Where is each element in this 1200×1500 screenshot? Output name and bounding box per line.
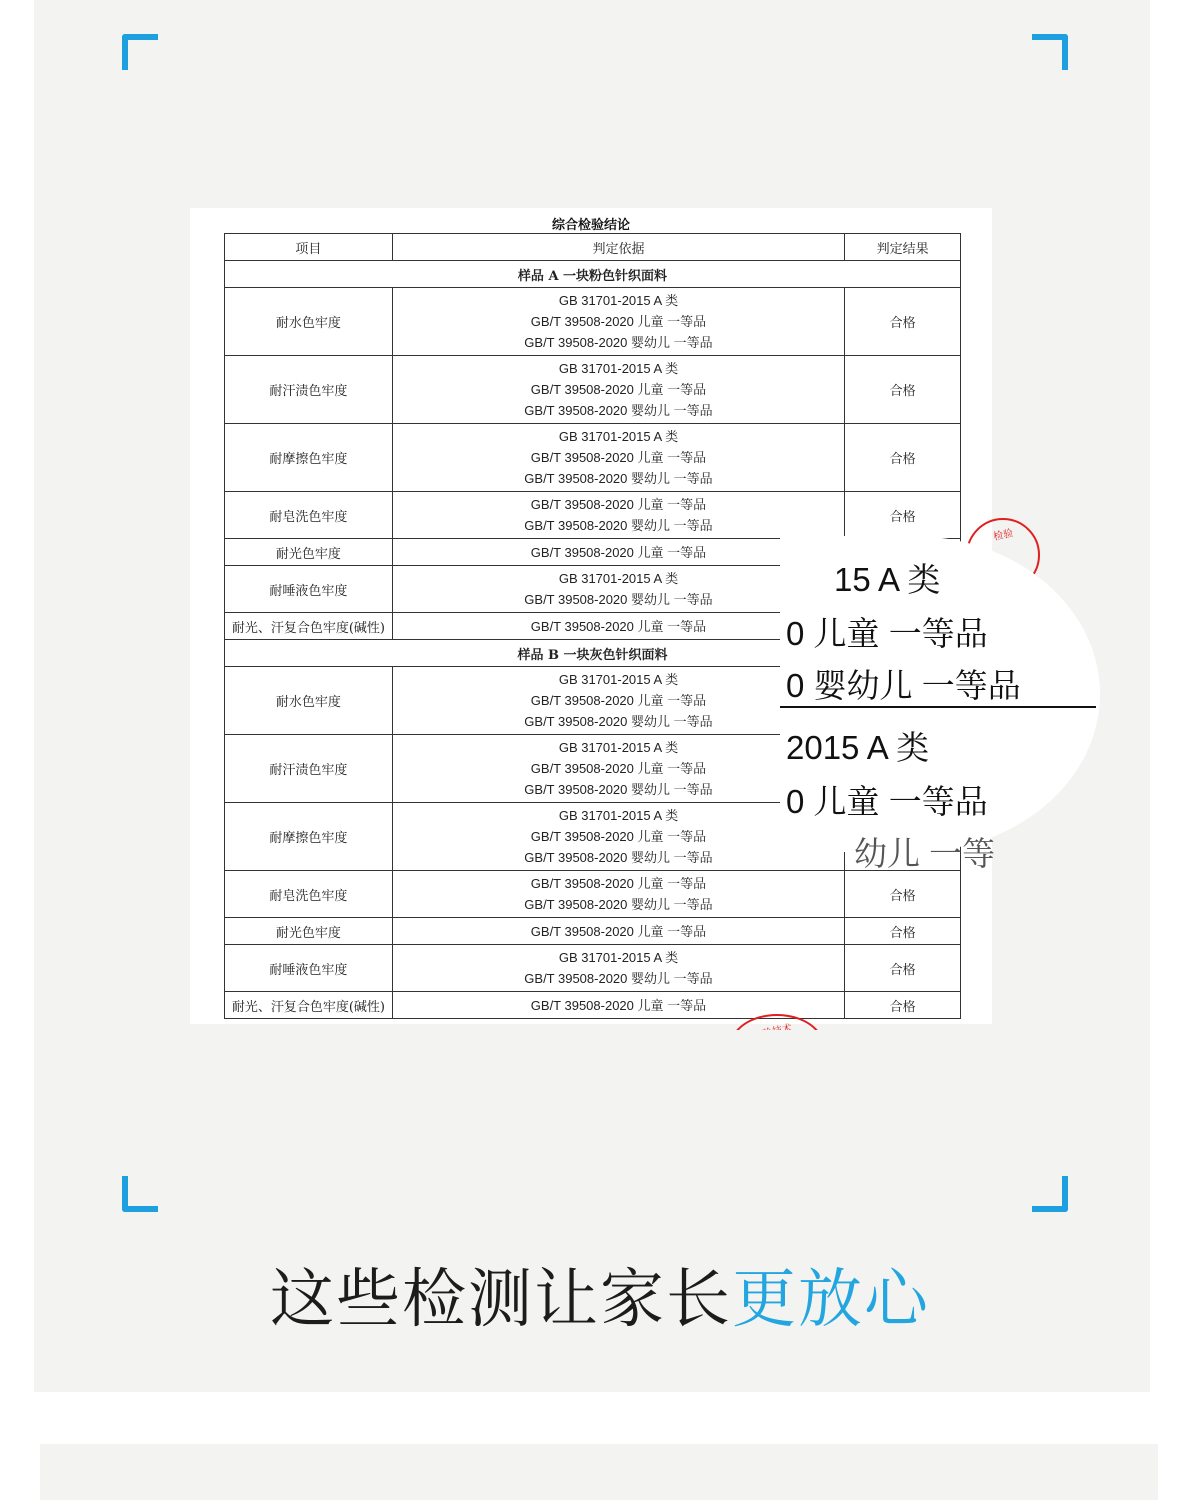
frame-corner-bottom-right	[1032, 1176, 1068, 1212]
item-cell: 耐汗渍色牢度	[225, 356, 393, 424]
result-cell: 合格	[845, 356, 961, 424]
basis-line: GB/T 39508-2020 儿童 一等品	[530, 497, 707, 512]
table-row	[225, 945, 961, 992]
table-row	[225, 918, 961, 945]
basis-line: GB/T 39508-2020 儿童 一等品	[530, 761, 707, 776]
slogan-highlight: 更放心	[732, 1263, 930, 1337]
item-cell: 耐唾液色牢度	[225, 566, 393, 613]
basis-line: GB/T 39508-2020 婴幼儿 一等品	[524, 471, 713, 486]
item-cell: 耐皂洗色牢度	[225, 871, 393, 918]
table-row	[225, 288, 961, 356]
basis-line: GB/T 39508-2020 儿童 一等品	[530, 314, 707, 329]
basis-line: GB 31701-2015 A 类	[558, 361, 679, 376]
item-cell: 耐光、汗复合色牢度(碱性)	[225, 992, 393, 1019]
magnified-table-rule	[780, 706, 1096, 708]
basis-line: GB 31701-2015 A 类	[558, 571, 679, 586]
item-cell: 耐汗渍色牢度	[225, 735, 393, 803]
item-cell: 耐水色牢度	[225, 288, 393, 356]
table-row	[225, 424, 961, 492]
table-row	[225, 871, 961, 918]
item-cell: 耐光、汗复合色牢度(碱性)	[225, 613, 393, 640]
basis-cell	[392, 803, 844, 871]
basis-line: GB/T 39508-2020 婴幼儿 一等品	[524, 592, 713, 607]
basis-cell	[392, 613, 844, 640]
basis-line: GB/T 39508-2020 儿童 一等品	[530, 618, 707, 634]
basis-line: GB/T 39508-2020 婴幼儿 一等品	[524, 518, 713, 533]
basis-cell	[392, 492, 844, 539]
item-cell: 耐水色牢度	[225, 667, 393, 735]
basis-line: GB/T 39508-2020 儿童 一等品	[530, 876, 707, 891]
basis-cell	[392, 667, 844, 735]
result-cell: 合格	[845, 424, 961, 492]
frame-corner-top-left	[122, 34, 158, 70]
result-cell: 合格	[845, 871, 961, 918]
table-header-row	[225, 234, 961, 261]
table-row	[225, 356, 961, 424]
magnified-line: 15 A 类	[834, 561, 941, 598]
magnified-line: 0 儿童 一等品	[786, 783, 988, 820]
basis-line: GB 31701-2015 A 类	[558, 808, 679, 823]
magnified-line: 2015 A 类	[786, 729, 930, 766]
column-header: 判定依据	[392, 234, 844, 261]
basis-line: GB/T 39508-2020 婴幼儿 一等品	[524, 403, 713, 418]
slogan-main: 这些检测让家长	[270, 1263, 732, 1337]
sample-header-row	[225, 261, 961, 288]
frame-corner-bottom-left	[122, 1176, 158, 1212]
basis-line: GB/T 39508-2020 婴幼儿 一等品	[524, 714, 713, 729]
basis-line: GB/T 39508-2020 婴幼儿 一等品	[524, 971, 713, 986]
basis-cell	[392, 288, 844, 356]
basis-line: GB 31701-2015 A 类	[558, 740, 679, 755]
basis-cell	[392, 918, 844, 945]
slogan	[0, 1248, 1200, 1340]
frame-corner-top-right	[1032, 34, 1068, 70]
basis-line: GB/T 39508-2020 儿童 一等品	[530, 923, 707, 939]
result-cell: 合格	[845, 945, 961, 992]
result-cell: 合格	[845, 992, 961, 1019]
basis-line: GB/T 39508-2020 儿童 一等品	[530, 693, 707, 708]
item-cell: 耐摩擦色牢度	[225, 424, 393, 492]
item-cell: 耐皂洗色牢度	[225, 492, 393, 539]
basis-line: GB 31701-2015 A 类	[558, 672, 679, 687]
magnified-line: 0 婴幼儿 一等品	[786, 667, 1021, 704]
basis-line: GB/T 39508-2020 婴幼儿 一等品	[524, 782, 713, 797]
lower-background-panel	[40, 1444, 1158, 1500]
report-title: 综合检验结论	[551, 218, 630, 233]
basis-cell	[392, 424, 844, 492]
column-header: 判定结果	[845, 234, 961, 261]
basis-line: GB/T 39508-2020 婴幼儿 一等品	[524, 335, 713, 350]
basis-line: GB/T 39508-2020 儿童 一等品	[530, 829, 707, 844]
basis-line: GB 31701-2015 A 类	[558, 950, 679, 965]
item-cell: 耐唾液色牢度	[225, 945, 393, 992]
magnified-line: 0 儿童 一等品	[786, 615, 988, 652]
basis-cell	[392, 539, 844, 566]
result-cell: 合格	[845, 918, 961, 945]
stamp-text: 检验	[992, 527, 1015, 543]
table-row	[225, 992, 961, 1019]
basis-cell	[392, 566, 844, 613]
basis-line: GB 31701-2015 A 类	[558, 293, 679, 308]
sample-label: 样品 B 一块灰色针织面料	[225, 640, 961, 667]
basis-cell	[392, 356, 844, 424]
basis-line: GB/T 39508-2020 儿童 一等品	[530, 382, 707, 397]
basis-cell	[392, 945, 844, 992]
column-header: 项目	[225, 234, 393, 261]
table-row	[225, 492, 961, 539]
basis-cell	[392, 735, 844, 803]
basis-cell	[392, 871, 844, 918]
magnified-line: 幼儿 一等	[854, 835, 996, 872]
basis-line: GB/T 39508-2020 婴幼儿 一等品	[524, 897, 713, 912]
item-cell: 耐光色牢度	[225, 918, 393, 945]
item-cell: 耐光色牢度	[225, 539, 393, 566]
sample-label: 样品 A 一块粉色针织面料	[225, 261, 961, 288]
item-cell: 耐摩擦色牢度	[225, 803, 393, 871]
basis-line: GB/T 39508-2020 婴幼儿 一等品	[524, 850, 713, 865]
basis-line: GB 31701-2015 A 类	[558, 429, 679, 444]
basis-line: GB/T 39508-2020 儿童 一等品	[530, 997, 707, 1013]
basis-line: GB/T 39508-2020 儿童 一等品	[530, 544, 707, 560]
basis-line: GB/T 39508-2020 儿童 一等品	[530, 450, 707, 465]
result-cell: 合格	[845, 288, 961, 356]
result-cell: 合格	[845, 492, 961, 539]
